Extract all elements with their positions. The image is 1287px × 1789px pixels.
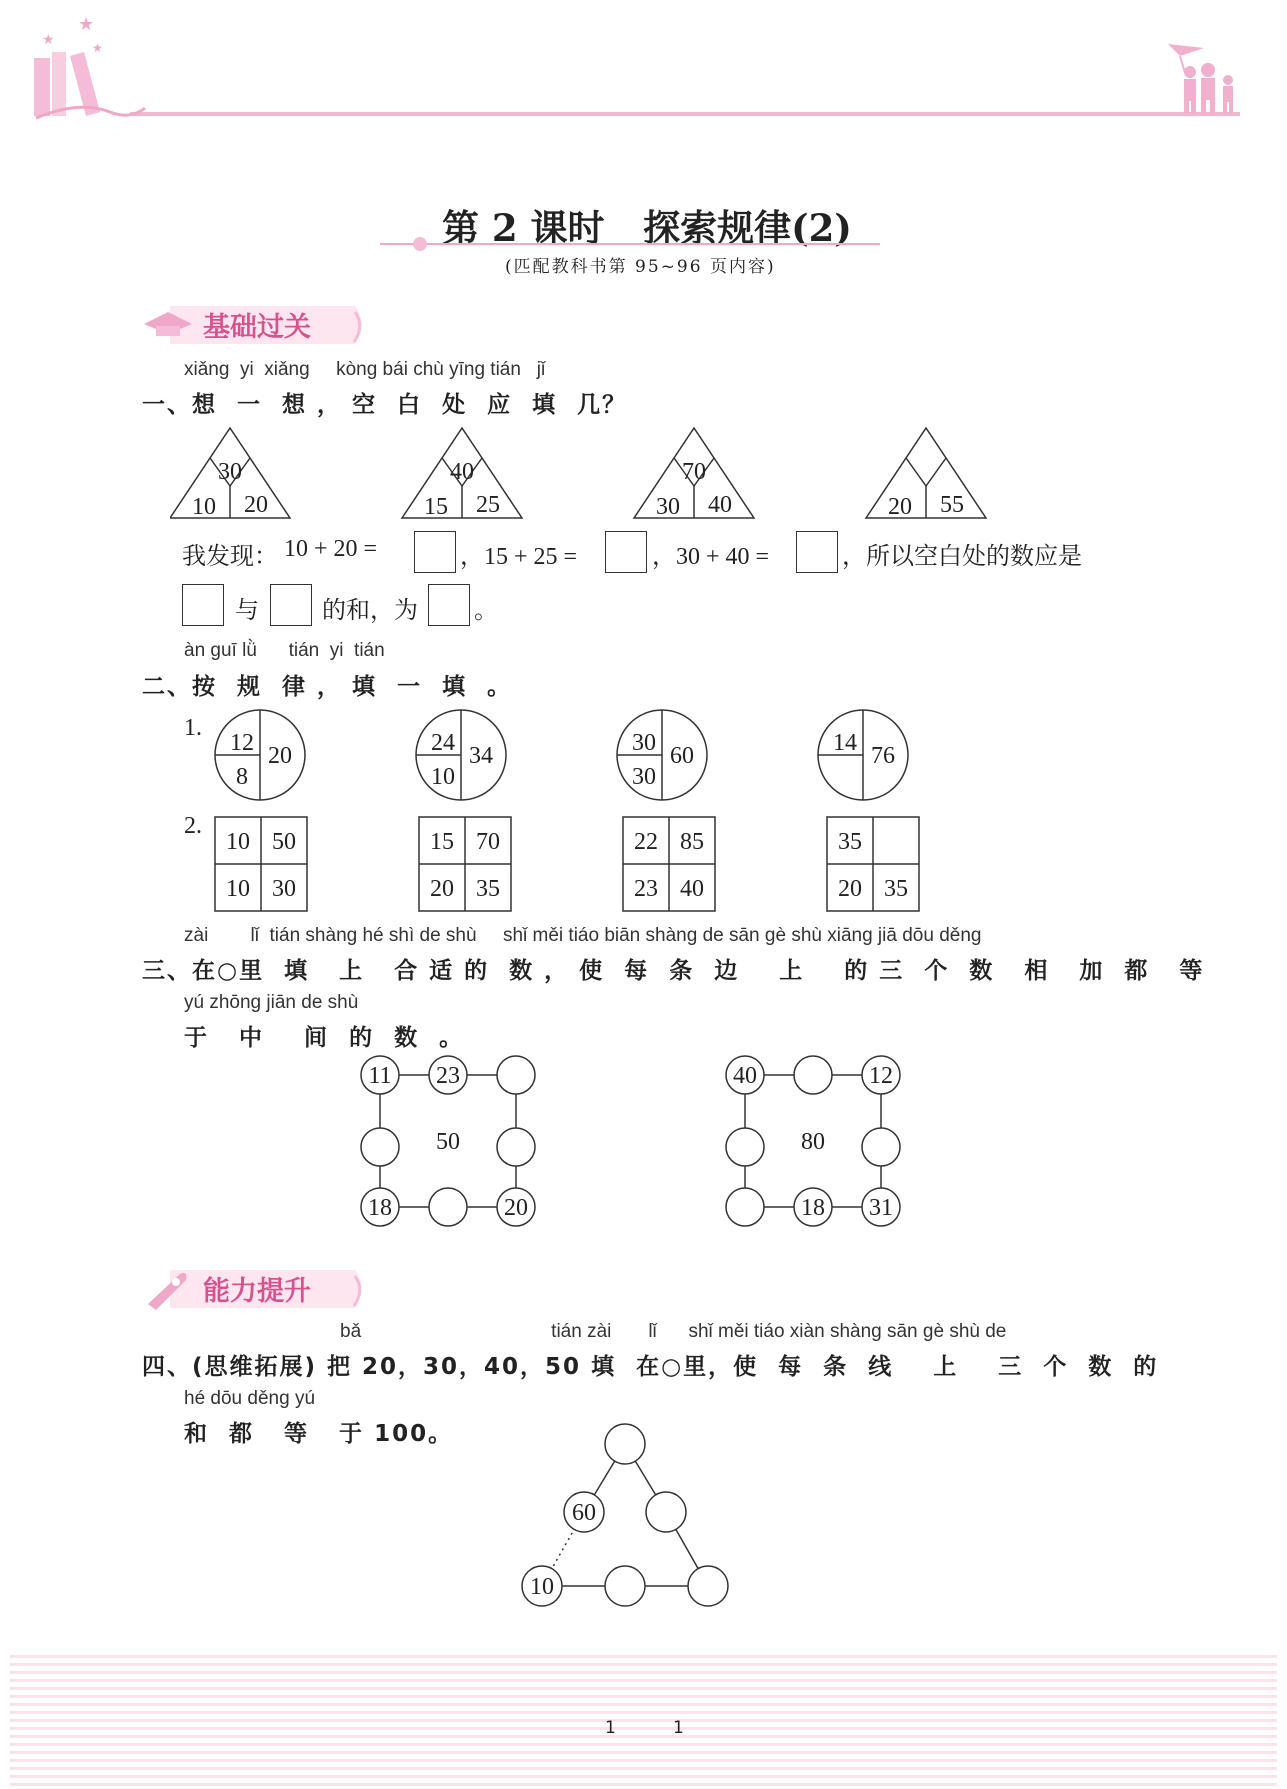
answer-circle[interactable]	[726, 1188, 764, 1226]
circle-value: 18	[368, 1195, 392, 1221]
triangle-right-value: 20	[244, 492, 268, 518]
q4-triangle	[520, 1420, 730, 1615]
number-circle	[617, 710, 707, 800]
circle-top-left-value: 24	[431, 730, 455, 756]
answer-box-5[interactable]	[270, 584, 312, 626]
answer-box-6[interactable]	[428, 584, 470, 626]
page-title: 第 2 课时 探索规律(2)	[442, 206, 852, 250]
answer-circle[interactable]	[646, 1492, 686, 1532]
circle-bottom-left-value: 10	[431, 764, 455, 790]
q1-find-suffix: ，所以空白处的数应是	[842, 542, 1082, 570]
q2-part1-label: 1.	[184, 715, 202, 741]
circle-value: 18	[801, 1195, 825, 1221]
square-center-value: 50	[436, 1129, 460, 1155]
number-circle	[818, 710, 908, 800]
answer-circle[interactable]	[862, 1128, 900, 1166]
triangle-top-value: 40	[450, 459, 474, 485]
answer-circle[interactable]	[688, 1566, 728, 1606]
circle-value: 20	[504, 1195, 528, 1221]
grid-cell-value: 10	[226, 829, 250, 855]
grid-cell-value: 35	[884, 876, 908, 902]
footer-band	[10, 1655, 1277, 1789]
triangle-top-value: 30	[218, 459, 242, 485]
page-number-right: 1	[673, 1718, 684, 1738]
q2-circles	[200, 700, 940, 810]
number-grid	[623, 817, 715, 911]
circle-value: 40	[733, 1063, 757, 1089]
number-square	[726, 1056, 900, 1226]
grid-cell-value: 20	[838, 876, 862, 902]
q3-pinyin-2: yú zhōng jiān de shù	[184, 992, 359, 1013]
triangle-left-value: 20	[888, 494, 912, 520]
grid-cell-value: 15	[430, 829, 454, 855]
section-title-advanced: 能力提升	[203, 1276, 311, 1307]
answer-circle[interactable]	[497, 1128, 535, 1166]
q2-grids	[210, 812, 930, 917]
triangle-divider	[906, 458, 946, 486]
answer-circle[interactable]	[726, 1128, 764, 1166]
circle-right-value: 34	[469, 743, 493, 769]
circle-value: 23	[436, 1063, 460, 1089]
number-grid	[215, 817, 307, 911]
svg-text:★: ★	[42, 33, 55, 48]
q3-pinyin-1: zài lǐ tián shàng hé shì de shù shǐ měi tiáo biān shàng de sān gè shù xiāng jiā dōu děng	[184, 925, 982, 946]
grid-cell-value: 50	[272, 829, 296, 855]
q3-question-2: 于 中 间 的 数 。	[184, 1025, 465, 1051]
q1-line2-b: 的和，为	[322, 596, 418, 624]
answer-circle[interactable]	[794, 1056, 832, 1094]
grid-cell-value: 10	[226, 876, 250, 902]
number-triangle	[170, 428, 290, 520]
grid-cell-value: 35	[838, 829, 862, 855]
q1-eq1: 10 + 20 =	[284, 536, 378, 562]
answer-box-3[interactable]	[796, 531, 838, 573]
q1-eq2: ，15 + 25 =	[460, 544, 578, 570]
q1-line2-end: 。	[474, 596, 498, 624]
svg-text:★: ★	[92, 41, 103, 55]
triangle-right-value: 25	[476, 492, 500, 518]
answer-box-1[interactable]	[414, 531, 456, 573]
answer-box-4[interactable]	[182, 584, 224, 626]
grid-cell-value: 30	[272, 876, 296, 902]
answer-circle[interactable]	[429, 1188, 467, 1226]
header-decoration	[0, 0, 1287, 140]
q3-squares	[350, 1050, 940, 1240]
circle-right-value: 76	[871, 743, 895, 769]
q1-eq3: ，30 + 40 =	[652, 544, 770, 570]
q4-pinyin-2: hé dōu děng yú	[184, 1388, 316, 1409]
grid-cell-value: 23	[634, 876, 658, 902]
page-number-left: 1	[605, 1718, 616, 1738]
q3-question-1: 三、在○里 填 上 合 适 的 数 ， 使 每 条 边 上 的 三 个 数 相 加 都 等	[142, 958, 1205, 984]
q1-triangles	[170, 420, 1030, 530]
circle-top-left-value: 30	[632, 730, 656, 756]
circle-value: 60	[572, 1500, 596, 1526]
answer-circle[interactable]	[605, 1566, 645, 1606]
circle-right-value: 60	[670, 743, 694, 769]
number-circle	[215, 710, 305, 800]
number-triangle	[634, 428, 754, 520]
kids-kite-icon	[1168, 44, 1233, 115]
books-logo-icon	[34, 14, 145, 118]
grid-cell-value: 22	[634, 829, 658, 855]
q1-pinyin: xiǎng yi xiǎng kòng bái chù yīng tián jǐ	[184, 359, 546, 380]
circle-right-value: 20	[268, 743, 292, 769]
page-subtitle: (匹配教科书第 95~96 页内容)	[505, 257, 776, 277]
q2-question: 二、按 规 律 ， 填 一 填 。	[142, 674, 513, 700]
grid-cell-value: 35	[476, 876, 500, 902]
number-grid	[419, 817, 511, 911]
circle-top-left-value: 14	[833, 730, 857, 756]
number-circle	[416, 710, 506, 800]
circle-value: 11	[368, 1063, 392, 1089]
title-underline	[380, 236, 880, 252]
q4-question-2: 和 都 等 于 100。	[184, 1421, 454, 1447]
answer-box-2[interactable]	[605, 531, 647, 573]
triangle-left-value: 15	[424, 494, 448, 520]
grid-cell-value: 70	[476, 829, 500, 855]
number-triangle	[402, 428, 522, 520]
circle-value: 10	[530, 1574, 554, 1600]
grid-cell-value: 85	[680, 829, 704, 855]
q1-question: 一、想 一 想 ， 空 白 处 应 填 几？	[142, 392, 628, 418]
answer-circle[interactable]	[497, 1056, 535, 1094]
q4-pinyin-1: bǎ tián zài lǐ shǐ měi tiáo xiàn shàng sān gè shù de	[340, 1321, 1007, 1342]
svg-text:★: ★	[78, 14, 95, 34]
number-grid	[827, 817, 919, 911]
grid-cell-value: 20	[430, 876, 454, 902]
circle-bottom-left-value: 8	[236, 764, 248, 790]
q1-find-prefix: 我发现：	[182, 542, 278, 570]
circle-value: 12	[869, 1063, 893, 1089]
triangle-left-value: 30	[656, 494, 680, 520]
section-title-basic: 基础过关	[203, 312, 311, 343]
circle-value: 31	[869, 1195, 893, 1221]
triangle-left-value: 10	[192, 494, 216, 520]
triangle-right-value: 55	[940, 492, 964, 518]
q4-question-1: 四、(思维拓展) 把 20，30，40，50 填 在○里，使 每 条 线 上 三 个 数 的	[142, 1354, 1159, 1380]
grid-cell-value: 40	[680, 876, 704, 902]
q2-part2-label: 2.	[184, 813, 202, 839]
answer-circle[interactable]	[361, 1128, 399, 1166]
q1-line2-a: 与	[235, 596, 259, 624]
circle-bottom-left-value: 30	[632, 764, 656, 790]
q2-pinyin: àn guī lǜ tián yi tián	[184, 640, 385, 661]
answer-circle[interactable]	[605, 1424, 645, 1464]
circle-top-left-value: 12	[230, 730, 254, 756]
triangle-right-value: 40	[708, 492, 732, 518]
triangle-top-value: 70	[682, 459, 706, 485]
number-triangle	[866, 428, 986, 520]
number-square	[361, 1056, 535, 1226]
square-center-value: 80	[801, 1129, 825, 1155]
